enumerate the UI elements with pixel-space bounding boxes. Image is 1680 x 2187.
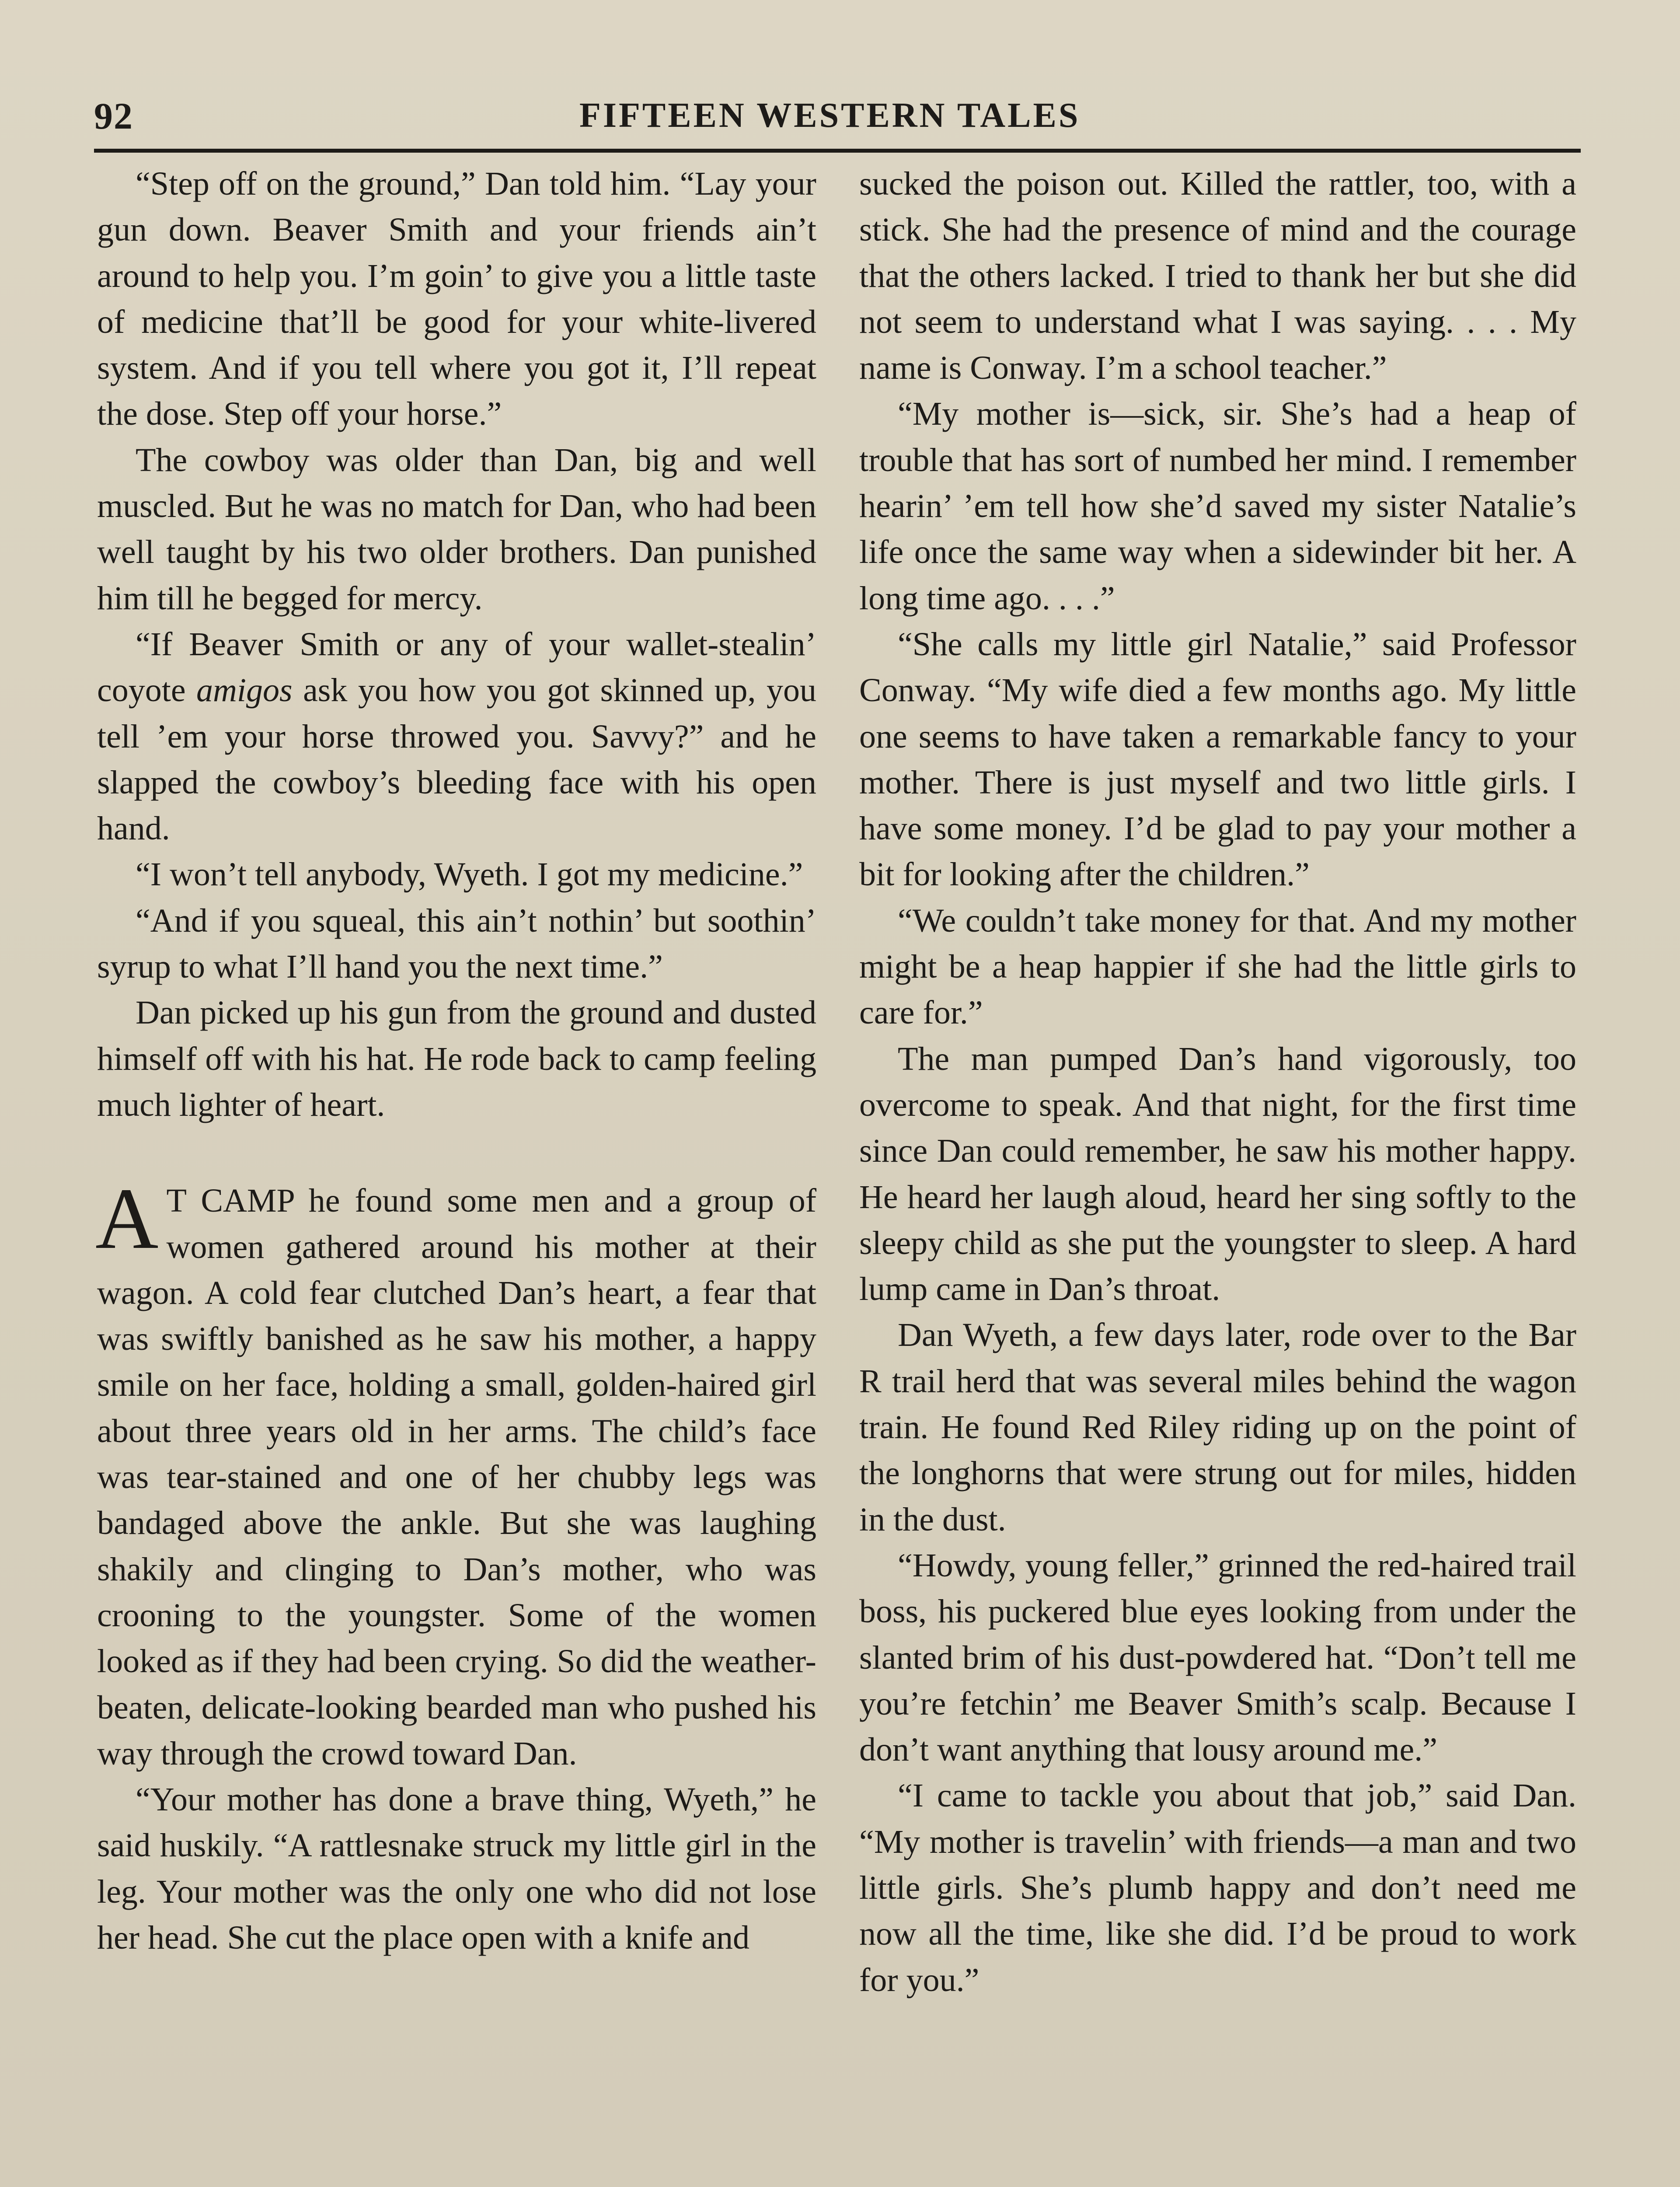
header-rule	[94, 149, 1581, 153]
paragraph-text: ask you how you got skinned up, you tell ’em your horse throwed you. Savvy?” and he slapped the cowboy’s bleeding face with his open hand.	[97, 672, 816, 847]
paragraph: “Step off on the ground,” Dan told him. “Lay your gun down. Beaver Smith and your friends ain’t around to help you. I’m goin’ to give you a little taste of medicine that’ll be good for your white-livered system. And if you tell where you got it, I’ll repeat the dose. Step off your horse.”	[97, 165, 816, 433]
paragraph: “I came to tackle you about that job,” said Dan. “My mother is travelin’ with friends—a man and two little girls. She’s plumb happy and don’t need me now all the time, like she did. I’d be proud to work for you.”	[859, 1777, 1576, 1998]
paragraph: The cowboy was older than Dan, big and well muscled. But he was no match for Dan, who had been well taught by his two older brothers. Dan punished him till he begged for mercy.	[97, 441, 816, 617]
paragraph: The man pumped Dan’s hand vigorously, too overcome to speak. And that night, for the first time since Dan could remember, he saw his mother happy. He heard her laugh aloud, heard her sing softly to the sleepy child as she put the youngster to sleep. A hard lump came in Dan’s throat.	[859, 1040, 1576, 1308]
paragraph: “My mother is—sick, sir. She’s had a heap of trouble that has sort of numbed her mind. I remember hearin’ ’em tell how she’d saved my sister Natalie’s life once the same way when a sidewinder bit her. A long time ago. . . .”	[859, 395, 1576, 617]
drop-cap: A	[95, 1170, 159, 1268]
paragraph-text: T CAMP he found some men and a group of women gathered around his mother at their wagon. A cold fear clutched Dan’s heart, a fear that was swiftly banished as he saw his mother, a happy smile on her face, holding a small, golden-haired girl about three years old in her arms. The child’s face was tear-stained and one of her chubby legs was bandaged above the ankle. But she was laughing shakily and clinging to Dan’s mother, who was crooning to the youngster. Some of the women looked as if they had been crying. So did the weather-beaten, delicate-looking bearded man who pushed his way through the crowd toward Dan.	[97, 1182, 816, 1772]
page-header	[94, 90, 1576, 147]
paragraph: Dan Wyeth, a few days later, rode over to the Bar R trail herd that was several miles behind the wagon train. He found Red Riley riding up on the point of the longhorns that were strung out for miles, hidden in the dust.	[859, 1317, 1576, 1538]
paragraph: Dan picked up his gun from the ground and dusted himself off with his hat. He rode back to camp feeling much lighter of heart.	[97, 994, 816, 1123]
paragraph: “She calls my little girl Natalie,” said Professor Conway. “My wife died a few months ago. My little one seems to have taken a remarkable fancy to your mother. There is just myself and two little girls. I have some money. I’d be glad to pay your mother a bit for looking after the children.”	[859, 625, 1576, 893]
left-column	[97, 161, 816, 1961]
page-number: 92	[94, 95, 133, 137]
italic-word: amigos	[196, 672, 293, 709]
running-title: FIFTEEN WESTERN TALES	[579, 96, 1080, 135]
paragraph: “And if you squeal, this ain’t nothin’ but soothin’ syrup to what I’ll hand you the next time.”	[97, 902, 816, 985]
right-column	[859, 161, 1576, 2003]
paragraph: “Howdy, young feller,” grinned the red-haired trail boss, his puckered blue eyes looking from under the slanted brim of his dust-powdered hat. “Don’t tell me you’re fetchin’ me Beaver Smith’s scalp. Because I don’t want anything that lousy around me.”	[859, 1547, 1576, 1768]
paragraph: “We couldn’t take money for that. And my mother might be a heap happier if she had the little girls to care for.”	[859, 902, 1576, 1031]
section-opening-paragraph	[95, 1170, 816, 1777]
paragraph-text: “If Beaver Smith or any of your wallet-stealin’ coyote	[97, 625, 816, 709]
paragraph: “Your mother has done a brave thing, Wyeth,” he said huskily. “A rattlesnake struck my little girl in the leg. Your mother was the only one who did not lose her head. She cut the place open with a knife and	[97, 1781, 816, 1956]
continued-paragraph: sucked the poison out. Killed the rattler, too, with a stick. She had the presence of mind and the courage that the others lacked. I tried to thank her but she did not seem to understand what I was saying. . . . My name is Conway. I’m a school teacher.”	[859, 165, 1576, 387]
paragraph: “I won’t tell anybody, Wyeth. I got my medicine.”	[136, 856, 803, 893]
paragraph	[97, 622, 816, 852]
